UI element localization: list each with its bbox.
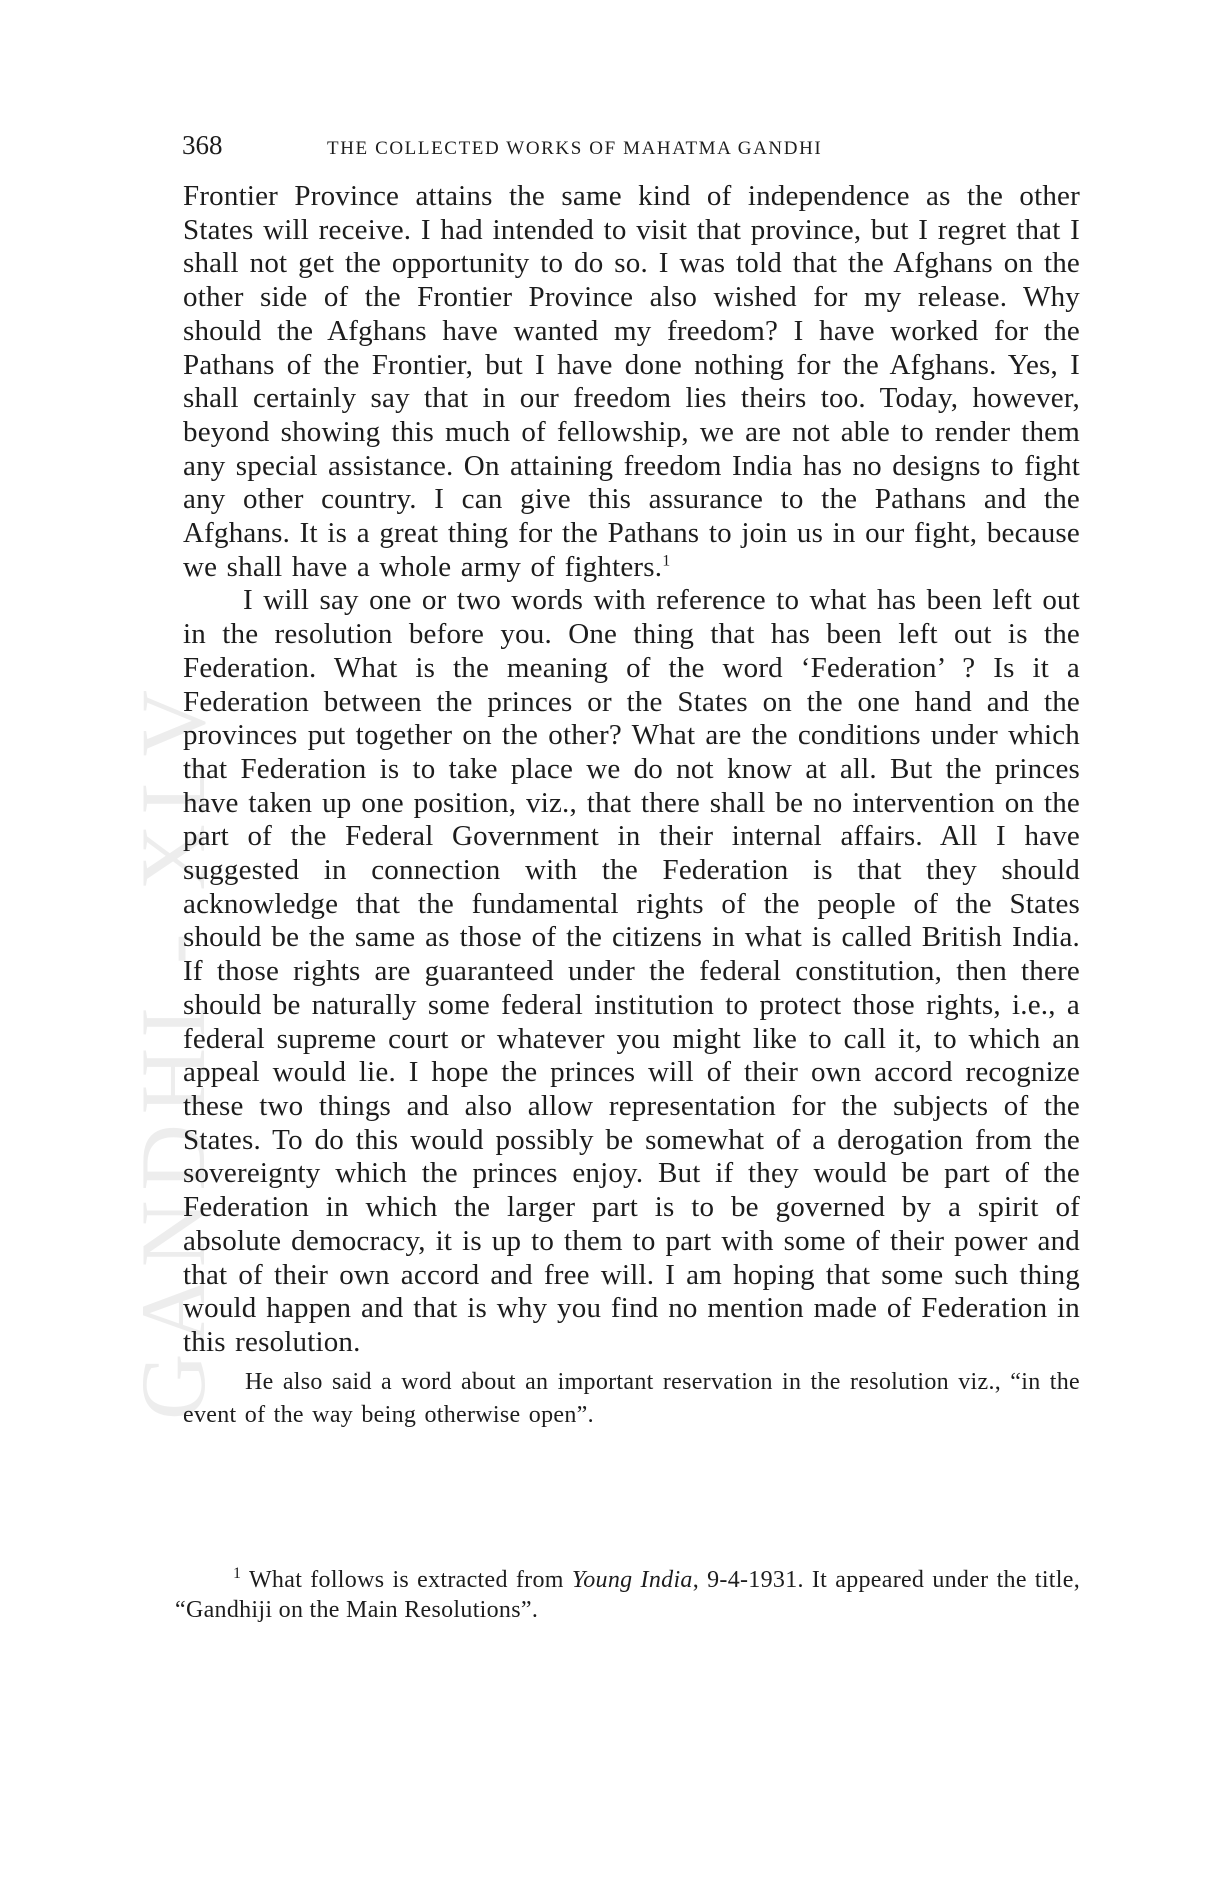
watermark: GANDHI - XLV xyxy=(122,679,224,1420)
footnote-text-before: What follows is extracted from xyxy=(248,1567,572,1593)
footnote xyxy=(175,1565,1080,1625)
footnote-text-after: , 9-4-1931. It appeared under the title, “Gandhiji on the Main Resolutions”. xyxy=(175,1567,1080,1623)
page-number: 368 xyxy=(182,130,223,160)
paragraph: I will say one or two words with reference to what has been left out in the resolution before you. One thing that has been left out is the Federation. What is the meaning of the word ‘Federation’ ? Is it a Federation between the princes or the States on the one hand and the provinces put together on the other? What are the conditions under which that Federation is to take place we do not know at all. But the princes have taken up one position, viz., that there shall be no intervention on the part of the Federal Government in their internal affairs. All I have suggested in connection with the Federation is that they should acknowledge that the fundamental rights of the people of the States should be the same as those of the citizens in what is called British India. If those rights are guaranteed under the federal constitution, then there should be naturally some federal institution to protect those rights, i.e., a federal supreme court or whatever you might like to call it, to which an appeal would lie. I hope the princes will of their own accord recognize these two things and also allow representation for the subjects of the States. To do this would possibly be somewhat of a derogation from the sovereignty which the princes enjoy. But if they would be part of the Federation in which the larger part is to be governed by a spirit of absolute democracy, it is up to them to part with some of their power and that of their own accord and free will. I am hoping that some such thing would happen and that is why you find no mention made of Federation in this resolution. xyxy=(183,584,1080,1358)
footnote-italic-title: Young India xyxy=(571,1567,693,1593)
footnote-marker: 1 xyxy=(233,1565,242,1582)
paragraph xyxy=(183,180,1080,584)
footnote-reference: 1 xyxy=(662,552,671,570)
running-title: THE COLLECTED WORKS OF MAHATMA GANDHI xyxy=(327,138,823,159)
running-head xyxy=(182,130,1082,166)
editorial-summary: He also said a word about an important reservation in the resolution viz., “in the event of the way being otherwise open”. xyxy=(183,1368,1080,1428)
body-text xyxy=(183,180,1080,1432)
paragraph-text: Frontier Province attains the same kind of independence as the other States will receive. I had intended to visit that province, but I regret that I shall not get the opportunity to do so. I was told that the Afghans on the other side of the Frontier Province also wished for my release. Why should the Afghans have wanted my freedom? I have worked for the Pathans of the Frontier, but I have done nothing for the Afghans. Yes, I shall certainly say that in our freedom lies theirs too. Today, however, beyond showing this much of fellowship, we are not able to render them any special assistance. On attaining freedom India has no designs to fight any other country. I can give this assurance to the Pathans and the Afghans. It is a great thing for the Pathans to join us in our fight, because we shall have a whole army of fighters. xyxy=(183,180,1080,583)
footnote-text xyxy=(175,1565,1080,1625)
